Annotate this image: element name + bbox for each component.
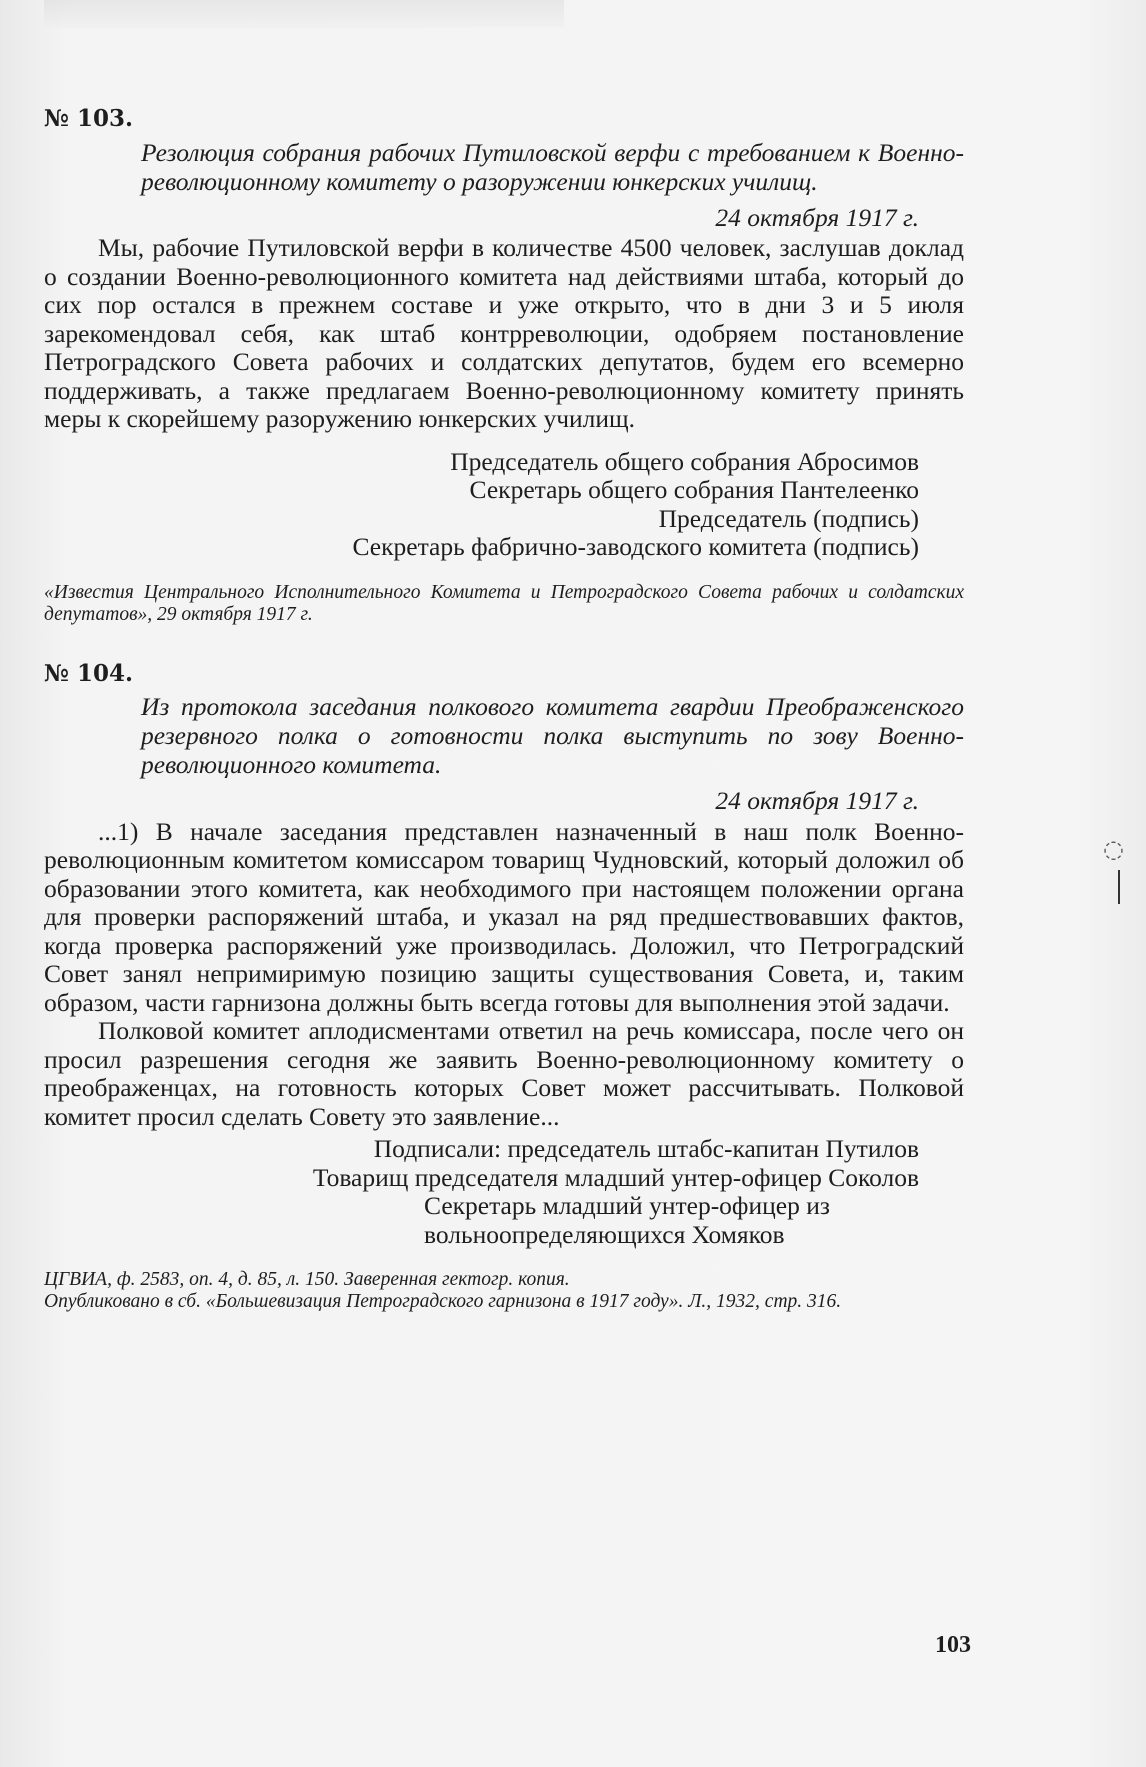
signature-line: Секретарь общего собрания Пантелеенко	[469, 475, 919, 504]
signature-line: Председатель общего собрания Абросимов	[450, 446, 919, 476]
doc-104-date: 24 октября 1917 г.	[715, 786, 919, 815]
page-content	[44, 105, 964, 1313]
margin-pencil-mark-icon: ◌	[1103, 835, 1124, 863]
signature-line: Подписали: председатель штабс-капитан Путилов	[373, 1134, 919, 1163]
doc-103-date: 24 октября 1917 г.	[715, 202, 919, 232]
source-line: Опубликовано в сб. «Большевизация Петроградского гарнизона в 1917 году». Л., 1932, стр. 316.	[44, 1291, 842, 1312]
signature-line: Товарищ председателя младший унтер-офицер Соколов	[312, 1162, 919, 1192]
signature-line: Секретарь младший унтер-офицер из	[424, 1191, 830, 1220]
doc-103-number: № 103.	[44, 105, 134, 132]
doc-104-number: № 104.	[44, 659, 134, 687]
doc-104-body-1: ...1) В начале заседания представлен назначенный в наш полк Военно-революционным комитетом комиссаром товарищ Чудновский, который доложил об образовании этого комитета, как необходимого при настоящем положении органа для проверки распоряжений штаба, и указал на ряд предшествовавших фактов, когда проверка распоряжений уже производилась. Доложил, что Петроградский Совет занял непримиримую позицию защиты существования Совета, и, таким образом, части гарнизона должны быть всегда готовы для выполнения этой задачи.	[44, 816, 964, 1017]
doc-103-source: «Известия Центрального Исполнительного Комитета и Петроградского Совета рабочих и солдатских депутатов», 29 октября 1917 г.	[44, 581, 964, 625]
scan-artifact	[44, 0, 564, 28]
doc-103-body: Мы, рабочие Путиловской верфи в количестве 4500 человек, заслушав доклад о создании Военно-революционного комитета над действиями штаба, который до сих пор остался в прежнем составе и уже открыто, что в дни 3 и 5 июля зарекомендовал себя, как штаб контрреволюции, одобряем постановление Петроградского Совета рабочих и солдатских депутатов, будем его всемерно поддерживать, а также предлагаем Военно-революционному комитету принять меры к скорейшему разоружению юнкерских училищ.	[44, 233, 964, 433]
signature-line: Председатель (подпись)	[658, 503, 919, 533]
doc-104-source	[44, 1269, 964, 1313]
doc-104-title: Из протокола заседания полкового комитета гвардии Преображенского резервного полка о готовности полка выступить по зову Военно-революционного комитета.	[141, 692, 964, 779]
doc-104-signatures	[44, 1135, 919, 1249]
source-line: ЦГВИА, ф. 2583, оп. 4, д. 85, л. 150. Заверенная гектогр. копия.	[44, 1269, 570, 1290]
page-number: 103	[935, 1632, 971, 1658]
signature-line: Секретарь фабрично-заводского комитета (подпись)	[352, 532, 919, 561]
margin-tick-mark	[1118, 870, 1120, 904]
doc-103-signatures	[44, 448, 919, 562]
doc-103-title: Резолюция собрания рабочих Путиловской верфи с требованием к Военно-революционному комитету о разоружении юнкерских училищ.	[141, 137, 964, 196]
doc-104-body-2: Полковой комитет аплодисментами ответил на речь комиссара, после чего он просил разрешения сегодня же заявить Военно-революционному комитету о преображенцах, на готовность которых Совет может рассчитывать. Полковой комитет просил сделать Совету это заявление...	[44, 1016, 964, 1131]
signature-line: вольноопределяющихся Хомяков	[424, 1219, 785, 1249]
